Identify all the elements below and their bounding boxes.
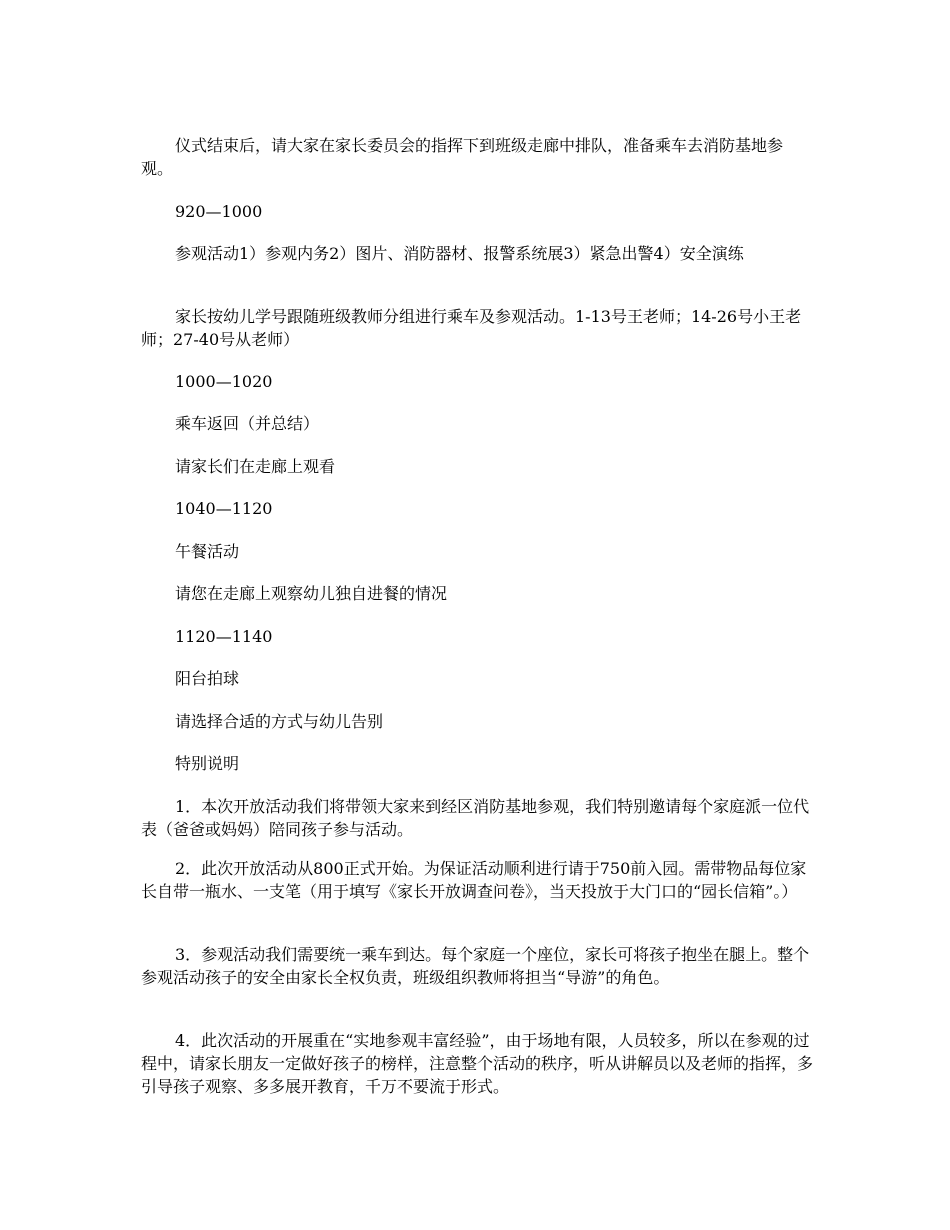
paragraph-visit-activity: 参观活动1）参观内务2）图片、消防器材、报警系统展3）紧急出警4）安全演练 [175,244,744,263]
paragraph-note-3: 3．参观活动我们需要统一乘车到达。每个家庭一个座位，家长可将孩子抱坐在腿上。整个参观活动孩子的安全由家长全权负责，班级组织教师将担当“导游”的角色。 [141,945,810,987]
paragraph-ball: 阳台拍球 [175,669,240,688]
paragraph-note-2: 2．此次开放活动从800正式开始。为保证活动顺利进行请于750前入园。需带物品每位家长自带一瓶水、一支笔（用于填写《家长开放调查问卷》，当天投放于大门口的“园长信箱”。） [141,859,807,901]
paragraph-note-1: 1．本次开放活动我们将带领大家来到经区消防基地参观，我们特别邀请每个家庭派一位代表（爸爸或妈妈）陪同孩子参与活动。 [141,797,810,839]
paragraph-time-1120: 1120—1140 [175,627,273,646]
paragraph-watch: 请家长们在走廊上观看 [175,457,336,476]
paragraph-note-4: 4．此次活动的开展重在“实地参观丰富经验”，由于场地有限，人员较多，所以在参观的过程中，请家长朋友一定做好孩子的榜样，注意整个活动的秩序，听从讲解员以及老师的指挥，多引导孩子观察、多多展开教育，千万不要流于形式。 [141,1031,814,1096]
paragraph-lunch: 午餐活动 [175,542,240,561]
paragraph-grouping: 家长按幼儿学号跟随班级教师分组进行乘车及参观活动。1-13号王老师；14-26号小王老师；27-40号从老师） [141,307,802,349]
paragraph-farewell: 请选择合适的方式与幼儿告别 [175,712,384,731]
paragraph-special-note-heading: 特别说明 [175,754,240,773]
paragraph-time-920: 920—1000 [175,202,263,221]
paragraph-return: 乘车返回（并总结） [175,414,320,433]
paragraph-assembly: 仪式结束后，请大家在家长委员会的指挥下到班级走廊中排队，准备乘车去消防基地参观。 [141,136,784,178]
paragraph-time-1000: 1000—1020 [175,372,273,391]
paragraph-time-1040: 1040—1120 [175,499,273,518]
paragraph-observe-lunch: 请您在走廊上观察幼儿独自进餐的情况 [175,584,448,603]
